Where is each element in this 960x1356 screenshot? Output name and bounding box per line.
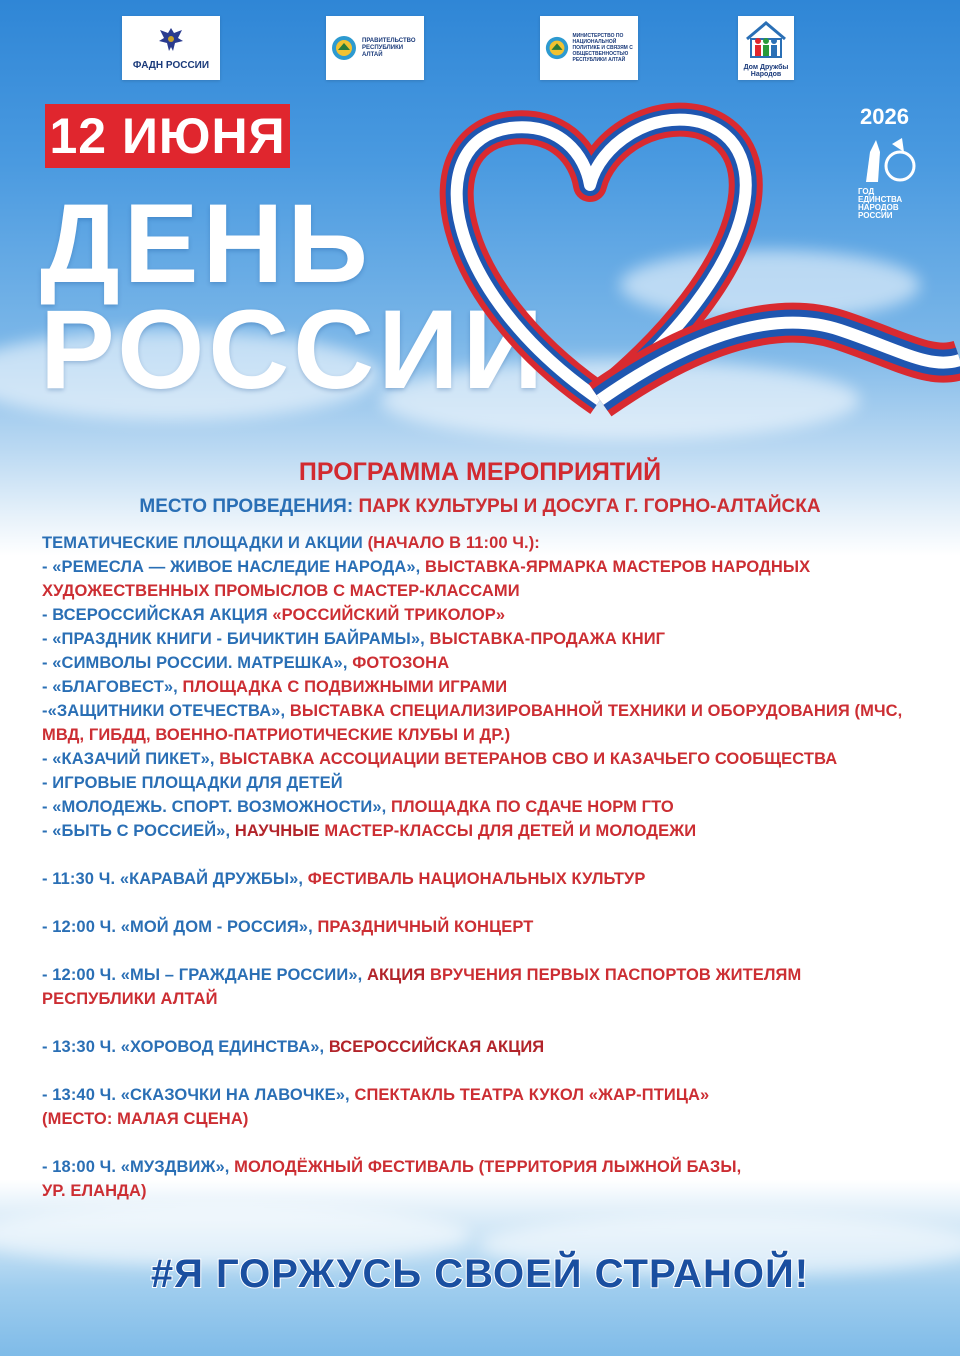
program-line <box>42 702 902 721</box>
program-line-segment: - «МОЛОДЕЖЬ. СПОРТ. ВОЗМОЖНОСТИ», <box>42 798 391 816</box>
program-line <box>42 534 540 553</box>
title-line-2: РОССИИ <box>40 287 548 412</box>
program-line-segment: -«ЗАЩИТНИКИ ОТЕЧЕСТВА», <box>42 702 290 720</box>
venue-label: МЕСТО ПРОВЕДЕНИЯ: <box>139 496 354 517</box>
logo-ministry-text: МИНИСТЕРСТВО ПО НАЦИОНАЛЬНОЙ ПОЛИТИКЕ И СВЯЗЯМ С ОБЩЕСТВЕННОСТЬЮ РЕСПУБЛИКИ АЛТАЙ <box>572 33 633 63</box>
program-line-segment: - «ПРАЗДНИК КНИГИ - БИЧИКТИН БАЙРАМЫ», <box>42 630 430 648</box>
program-line-segment: АКЦИЯ <box>366 966 430 984</box>
venue-line <box>0 496 960 518</box>
program-line-segment: ВЫСТАВКА-ЯРМАРКА МАСТЕРОВ НАРОДНЫХ <box>425 558 811 576</box>
program-line-segment: ПЛОЩАДКА С ПОДВИЖНЫМИ ИГРАМИ <box>182 678 508 696</box>
logo-fadn <box>122 16 220 80</box>
program-line <box>42 870 646 889</box>
program-line-segment: (МЕСТО: МАЛАЯ СЦЕНА) <box>42 1110 249 1128</box>
program-line <box>42 678 507 697</box>
program-line <box>42 1158 741 1177</box>
program-line-segment: - 13:40 Ч. «СКАЗОЧКИ НА ЛАВОЧКЕ», <box>42 1086 355 1104</box>
program-line-segment: (НАЧАЛО В 11:00 Ч.): <box>367 534 540 552</box>
logo-gov <box>326 16 424 80</box>
program-line-segment: СПЕКТАКЛЬ ТЕАТРА КУКОЛ «ЖАР-ПТИЦА» <box>354 1086 710 1104</box>
year-caption: ГОД ЕДИНСТВА НАРОДОВ РОССИИ <box>858 187 903 220</box>
program-line-segment: МАСТЕР-КЛАССЫ ДЛЯ ДЕТЕЙ И МОЛОДЕЖИ <box>324 822 697 840</box>
program-line <box>42 1182 147 1201</box>
program-line <box>42 1086 709 1105</box>
program-line <box>42 822 696 841</box>
program-line <box>42 582 520 601</box>
monument-icon <box>858 132 916 186</box>
program-line-segment: - 12:00 Ч. «МОЙ ДОМ - РОССИЯ», <box>42 918 318 936</box>
program-line <box>42 774 343 793</box>
program-line-segment: - ВСЕРОССИЙСКАЯ АКЦИЯ <box>42 606 273 624</box>
program-line-segment: УР. ЕЛАНДА) <box>42 1182 147 1200</box>
year-of-unity-badge <box>852 104 918 224</box>
program-line-segment: РЕСПУБЛИКИ АЛТАЙ <box>42 990 218 1008</box>
program-line-segment: МОЛОДЁЖНЫЙ ФЕСТИВАЛЬ (ТЕРРИТОРИЯ ЛЫЖНОЙ БАЗЫ, <box>234 1158 742 1176</box>
logo-dom-druzhby <box>738 16 794 80</box>
logo-ministry <box>540 16 638 80</box>
program-line-segment: «РОССИЙСКИЙ ТРИКОЛОР» <box>272 606 506 624</box>
program-line <box>42 726 510 745</box>
eagle-emblem-icon <box>156 25 186 53</box>
program-line <box>42 1110 248 1129</box>
program-line-segment: ПРАЗДНИЧНЫЙ КОНЦЕРТ <box>317 918 534 936</box>
year-number: 2026 <box>860 104 909 129</box>
program-line <box>42 630 665 649</box>
logo-dom-text: Дом Дружбы Народов <box>743 63 789 78</box>
logo-fadn-text: ФАДН РОССИИ <box>132 60 210 71</box>
program-line <box>42 990 218 1009</box>
program-line <box>42 654 449 673</box>
program-line-segment: ВСЕРОССИЙСКАЯ АКЦИЯ <box>328 1038 545 1056</box>
logo-gov-text: ПРАВИТЕЛЬСТВО РЕСПУБЛИКИ АЛТАЙ <box>362 37 416 58</box>
program-line-segment: - «БЛАГОВЕСТ», <box>42 678 183 696</box>
program-line-segment: МВД, ГИБДД, ВОЕННО-ПАТРИОТИЧЕСКИЕ КЛУБЫ И ДР.) <box>42 726 511 744</box>
program-line <box>42 558 810 577</box>
program-title: ПРОГРАММА МЕРОПРИЯТИЙ <box>298 458 662 486</box>
date-label: 12 ИЮНЯ <box>49 108 286 164</box>
program-line-segment: - 13:30 Ч. «ХОРОВОД ЕДИНСТВА», <box>42 1038 329 1056</box>
program-line-segment: НАУЧНЫЕ <box>234 822 325 840</box>
altai-emblem-icon <box>330 34 358 62</box>
program-line-segment: ТЕМАТИЧЕСКИЕ ПЛОЩАДКИ И АКЦИИ <box>42 534 368 552</box>
program-line-segment: ВЫСТАВКА-ПРОДАЖА КНИГ <box>429 630 666 648</box>
program-line-segment: ВЫСТАВКА СПЕЦИАЛИЗИРОВАННОЙ ТЕХНИКИ И ОБОРУДОВАНИЯ (МЧС, <box>289 702 903 720</box>
hashtag-slogan: #Я ГОРЖУСЬ СВОЕЙ СТРАНОЙ! <box>150 1252 810 1296</box>
program-line <box>42 918 533 937</box>
date-badge <box>45 104 290 168</box>
program-line-segment: ФЕСТИВАЛЬ НАЦИОНАЛЬНЫХ КУЛЬТУР <box>307 870 646 888</box>
program-line-segment: - 11:30 Ч. «КАРАВАЙ ДРУЖБЫ», <box>42 870 308 888</box>
program-line-segment: ВЫСТАВКА АССОЦИАЦИИ ВЕТЕРАНОВ СВО И КАЗАЧЬЕГО СООБЩЕСТВА <box>219 750 838 768</box>
program-line-segment: ВРУЧЕНИЯ ПЕРВЫХ ПАСПОРТОВ ЖИТЕЛЯМ <box>429 966 802 984</box>
program-line-segment: - «СИМВОЛЫ РОССИИ. МАТРЕШКА», <box>42 654 353 672</box>
program-line-segment: - 18:00 Ч. «МУЗДВИЖ», <box>42 1158 235 1176</box>
program-line-segment: - 12:00 Ч. «МЫ – ГРАЖДАНЕ РОССИИ», <box>42 966 367 984</box>
venue-value: ПАРК КУЛЬТУРЫ И ДОСУГА Г. ГОРНО-АЛТАЙСКА <box>358 496 821 517</box>
program-line-segment: - «РЕМЕСЛА — ЖИВОЕ НАСЛЕДИЕ НАРОДА», <box>42 558 426 576</box>
program-line-segment: - «КАЗАЧИЙ ПИКЕТ», <box>42 750 220 768</box>
program-line-segment: ПЛОЩАДКА ПО СДАЧЕ НОРМ ГТО <box>391 798 674 816</box>
program-line-segment: ХУДОЖЕСТВЕННЫХ ПРОМЫСЛОВ С МАСТЕР-КЛАССАМИ <box>42 582 520 600</box>
program-line-segment: ФОТОЗОНА <box>352 654 450 672</box>
program-line <box>42 966 801 985</box>
house-people-icon <box>743 19 789 59</box>
program-line <box>42 606 505 625</box>
altai-emblem-icon <box>544 35 570 61</box>
program-line <box>42 750 837 769</box>
title-line-1: ДЕНЬ <box>40 181 372 306</box>
program-line <box>42 1038 544 1057</box>
program-line-segment: - «БЫТЬ С РОССИЕЙ», <box>42 822 235 840</box>
program-line-segment: - ИГРОВЫЕ ПЛОЩАДКИ ДЛЯ ДЕТЕЙ <box>42 774 343 792</box>
program-line <box>42 798 674 817</box>
